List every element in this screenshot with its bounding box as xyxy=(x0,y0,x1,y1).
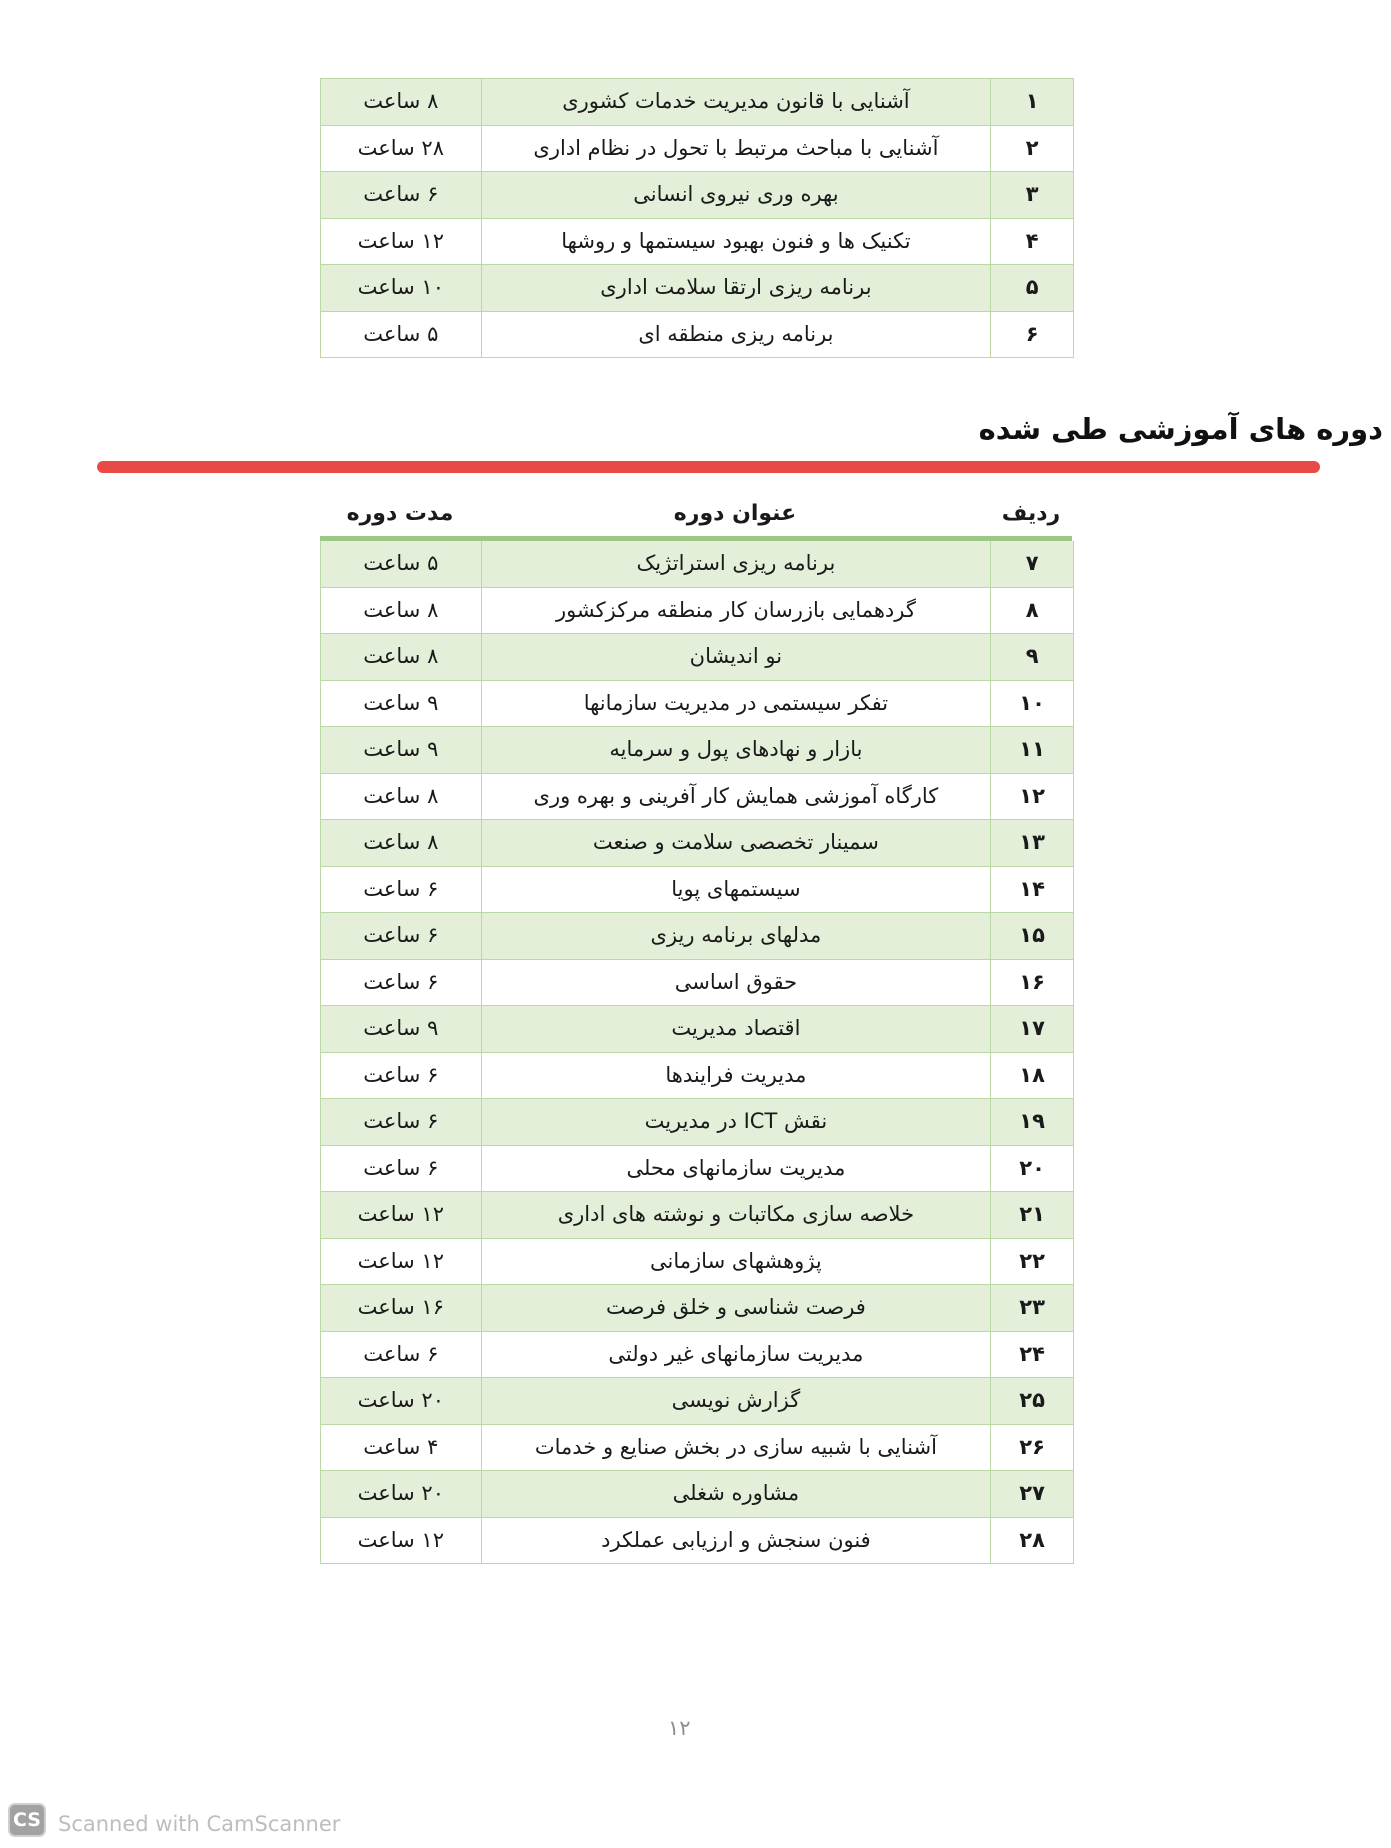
table-header-row xyxy=(320,492,1072,534)
table-row xyxy=(321,960,1073,1007)
table-row xyxy=(321,1099,1073,1146)
row-number-cell: ۱۶ xyxy=(1019,969,1045,994)
row-number-cell: ۶ xyxy=(1025,321,1039,346)
course-title-cell: بهره وری نیروی انسانی xyxy=(481,172,992,218)
row-number-cell: ۸ xyxy=(1025,597,1039,622)
table-row xyxy=(321,1518,1073,1565)
table-row xyxy=(321,541,1073,588)
table-row xyxy=(321,1053,1073,1100)
row-number-cell: ۱ xyxy=(1025,89,1039,114)
courses-table-main xyxy=(320,541,1074,1564)
course-duration-cell: ۹ ساعت xyxy=(363,690,439,715)
course-title-cell: پژوهشهای سازمانی xyxy=(481,1239,992,1285)
table-row xyxy=(321,312,1073,359)
course-title-cell: مدیریت فرایندها xyxy=(481,1053,992,1099)
header-course-duration: مدت دوره xyxy=(346,500,454,526)
course-title-cell: فرصت شناسی و خلق فرصت xyxy=(481,1285,992,1331)
table-row xyxy=(321,1471,1073,1518)
course-title-cell: حقوق اساسی xyxy=(481,960,992,1006)
course-duration-cell: ۸ ساعت xyxy=(363,597,439,622)
course-duration-cell: ۴ ساعت xyxy=(363,1434,439,1459)
course-duration-cell: ۹ ساعت xyxy=(363,737,439,762)
table-row xyxy=(321,1332,1073,1379)
course-title-cell: اقتصاد مدیریت xyxy=(481,1006,992,1052)
row-number-cell: ۱۱ xyxy=(1019,737,1045,762)
row-number-cell: ۱۲ xyxy=(1019,783,1045,808)
row-number-cell: ۵ xyxy=(1025,275,1039,300)
row-number-cell: ۲ xyxy=(1025,135,1039,160)
course-title-cell: آشنایی با قانون مدیریت خدمات کشوری xyxy=(481,79,992,125)
section-title: دوره های آموزشی طی شده xyxy=(978,412,1383,446)
table-row xyxy=(321,727,1073,774)
course-title-cell: آشنایی با شبیه سازی در بخش صنایع و خدمات xyxy=(481,1425,992,1471)
course-duration-cell: ۲۰ ساعت xyxy=(357,1481,444,1506)
table-row xyxy=(321,820,1073,867)
course-duration-cell: ۱۲ ساعت xyxy=(357,1527,444,1552)
table-row xyxy=(321,172,1073,219)
table-row xyxy=(321,1378,1073,1425)
course-title-cell: تفکر سیستمی در مدیریت سازمانها xyxy=(481,681,992,727)
table-row xyxy=(321,634,1073,681)
row-number-cell: ۱۸ xyxy=(1019,1062,1045,1087)
course-title-cell: خلاصه سازی مکاتبات و نوشته های اداری xyxy=(481,1192,992,1238)
row-number-cell: ۱۰ xyxy=(1019,690,1045,715)
table-row xyxy=(321,1425,1073,1472)
course-duration-cell: ۶ ساعت xyxy=(363,1341,439,1366)
course-duration-cell: ۱۰ ساعت xyxy=(357,275,444,300)
row-number-cell: ۲۳ xyxy=(1019,1295,1045,1320)
course-duration-cell: ۱۲ ساعت xyxy=(357,1248,444,1273)
row-number-cell: ۱۴ xyxy=(1019,876,1045,901)
row-number-cell: ۱۵ xyxy=(1019,923,1045,948)
camscanner-logo-icon: CS xyxy=(8,1803,46,1837)
row-number-cell: ۹ xyxy=(1025,644,1039,669)
table-row xyxy=(321,79,1073,126)
course-duration-cell: ۱۲ ساعت xyxy=(357,1202,444,1227)
course-title-cell: مدلهای برنامه ریزی xyxy=(481,913,992,959)
course-duration-cell: ۶ ساعت xyxy=(363,1155,439,1180)
course-title-cell: سیستمهای پویا xyxy=(481,867,992,913)
table-row xyxy=(321,1146,1073,1193)
course-title-cell: نو اندیشان xyxy=(481,634,992,680)
table-row xyxy=(321,913,1073,960)
page-number: ۱۲ xyxy=(668,1716,691,1740)
course-duration-cell: ۱۶ ساعت xyxy=(357,1295,444,1320)
row-number-cell: ۲۶ xyxy=(1019,1434,1045,1459)
course-duration-cell: ۸ ساعت xyxy=(363,783,439,808)
header-row-number: ردیف xyxy=(1001,500,1061,526)
table-row xyxy=(321,126,1073,173)
row-number-cell: ۳ xyxy=(1025,182,1039,207)
course-title-cell: تکنیک ها و فنون بهبود سیستمها و روشها xyxy=(481,219,992,265)
course-duration-cell: ۵ ساعت xyxy=(363,551,439,576)
course-title-cell: مدیریت سازمانهای محلی xyxy=(481,1146,992,1192)
course-duration-cell: ۶ ساعت xyxy=(363,182,439,207)
course-duration-cell: ۶ ساعت xyxy=(363,1062,439,1087)
course-title-cell: برنامه ریزی منطقه ای xyxy=(481,312,992,358)
course-duration-cell: ۶ ساعت xyxy=(363,876,439,901)
course-title-cell: برنامه ریزی استراتژیک xyxy=(481,541,992,587)
row-number-cell: ۲۱ xyxy=(1019,1202,1045,1227)
row-number-cell: ۱۳ xyxy=(1019,830,1045,855)
course-duration-cell: ۸ ساعت xyxy=(363,830,439,855)
course-title-cell: کارگاه آموزشی همایش کار آفرینی و بهره وری xyxy=(481,774,992,820)
course-title-cell: فنون سنجش و ارزیابی عملکرد xyxy=(481,1518,992,1564)
row-number-cell: ۴ xyxy=(1025,228,1039,253)
course-title-cell: مدیریت سازمانهای غیر دولتی xyxy=(481,1332,992,1378)
row-number-cell: ۱۷ xyxy=(1019,1016,1045,1041)
table-row xyxy=(321,265,1073,312)
row-number-cell: ۲۷ xyxy=(1019,1481,1045,1506)
course-duration-cell: ۲۸ ساعت xyxy=(357,135,444,160)
table-row xyxy=(321,1006,1073,1053)
row-number-cell: ۲۴ xyxy=(1019,1341,1045,1366)
table-row xyxy=(321,219,1073,266)
course-title-cell: نقش ICT در مدیریت xyxy=(481,1099,992,1145)
table-row xyxy=(321,774,1073,821)
course-duration-cell: ۱۲ ساعت xyxy=(357,228,444,253)
table-row xyxy=(321,867,1073,914)
course-duration-cell: ۶ ساعت xyxy=(363,1109,439,1134)
table-row xyxy=(321,681,1073,728)
course-title-cell: بازار و نهادهای پول و سرمایه xyxy=(481,727,992,773)
camscanner-watermark-text: Scanned with CamScanner xyxy=(58,1812,341,1836)
row-number-cell: ۲۲ xyxy=(1019,1248,1045,1273)
course-title-cell: سمینار تخصصی سلامت و صنعت xyxy=(481,820,992,866)
red-accent-bar xyxy=(97,461,1320,473)
course-duration-cell: ۲۰ ساعت xyxy=(357,1388,444,1413)
row-number-cell: ۲۰ xyxy=(1019,1155,1045,1180)
course-duration-cell: ۹ ساعت xyxy=(363,1016,439,1041)
course-title-cell: گزارش نویسی xyxy=(481,1378,992,1424)
course-title-cell: مشاوره شغلی xyxy=(481,1471,992,1517)
row-number-cell: ۲۵ xyxy=(1019,1388,1045,1413)
row-number-cell: ۷ xyxy=(1025,551,1039,576)
table-row xyxy=(321,1285,1073,1332)
header-course-title: عنوان دوره xyxy=(673,500,797,526)
course-duration-cell: ۶ ساعت xyxy=(363,923,439,948)
course-duration-cell: ۵ ساعت xyxy=(363,321,439,346)
row-number-cell: ۱۹ xyxy=(1019,1109,1045,1134)
course-duration-cell: ۸ ساعت xyxy=(363,644,439,669)
courses-table-top xyxy=(320,78,1074,358)
table-row xyxy=(321,1239,1073,1286)
course-title-cell: برنامه ریزی ارتقا سلامت اداری xyxy=(481,265,992,311)
course-duration-cell: ۸ ساعت xyxy=(363,89,439,114)
table-row xyxy=(321,1192,1073,1239)
row-number-cell: ۲۸ xyxy=(1019,1527,1045,1552)
table-row xyxy=(321,588,1073,635)
course-duration-cell: ۶ ساعت xyxy=(363,969,439,994)
course-title-cell: گردهمایی بازرسان کار منطقه مرکزکشور xyxy=(481,588,992,634)
course-title-cell: آشنایی با مباحث مرتبط با تحول در نظام اداری xyxy=(481,126,992,172)
